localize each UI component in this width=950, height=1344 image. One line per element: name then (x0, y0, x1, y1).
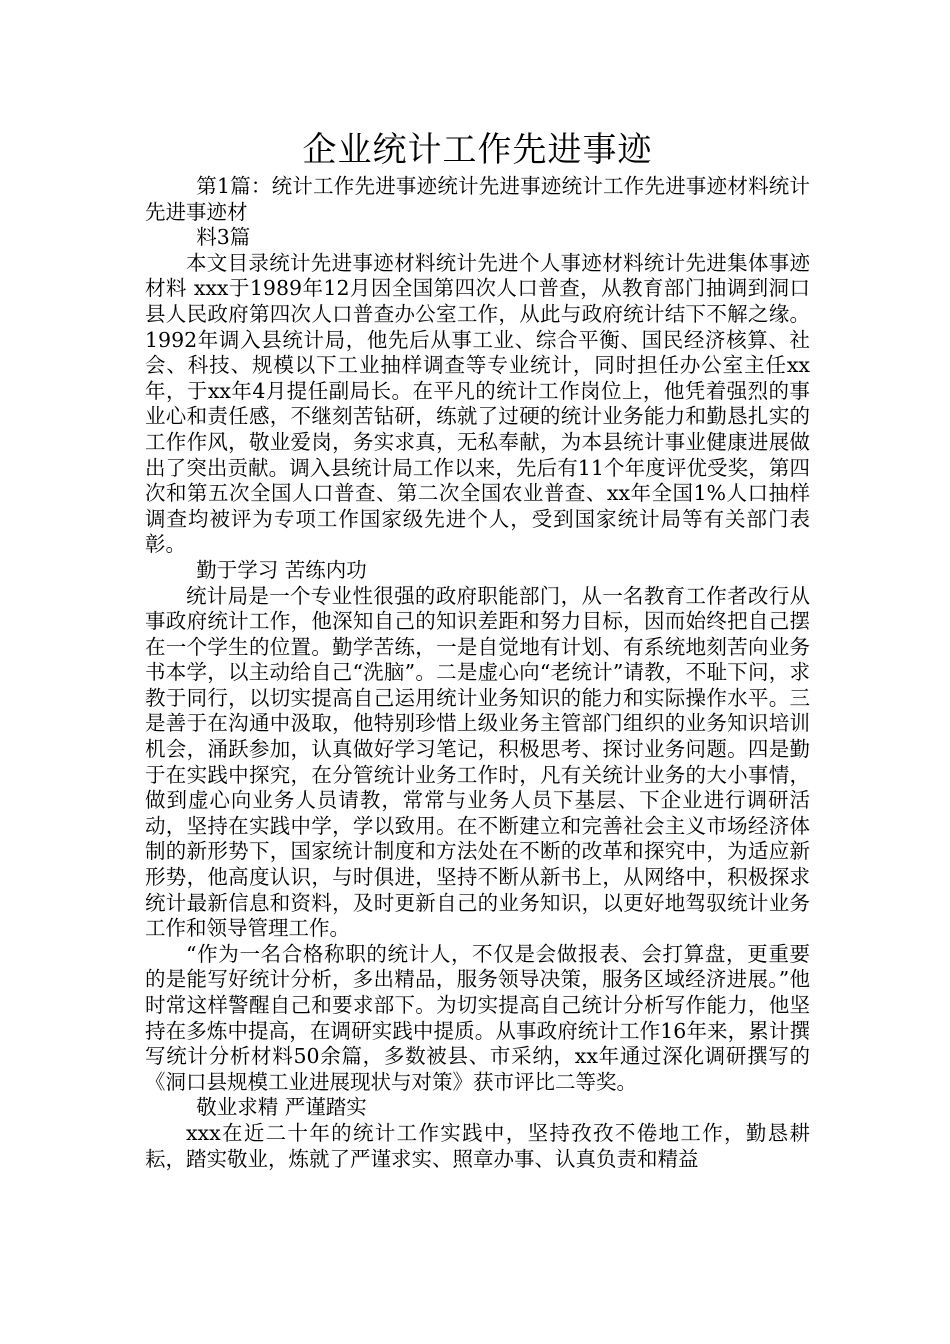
body-paragraph: xxx在近二十年的统计工作实践中，坚持孜孜不倦地工作，勤恳耕耘，踏实敬业，炼就了严谨求实、照章办事、认真负责和精益 (145, 1120, 810, 1171)
document-title: 企业统计工作先进事迹 (302, 130, 653, 170)
section-heading: 勤于学习 苦练内功 (196, 557, 367, 582)
chapter-heading-continued: 料3篇 (196, 225, 251, 250)
body-paragraph: 统计局是一个专业性很强的政府职能部门，从一名教育工作者改行从事政府统计工作，他深知自己的知识差距和努力目标，因而始终把自己摆在一个学生的位置。勤学苦练，一是自觉地有计划、有系统地刻苦向业务书本学，以主动给自己“洗脑”。二是虚心向“老统计”请教，不耻下问，求教于同行，以切实提高自己运用统计业务知识的能力和实际操作水平。三是善于在沟通中汲取，他特别珍惜上级业务主管部门组织的业务知识培训机会，涌跃参加，认真做好学习笔记，积极思考、探讨业务问题。四是勤于在实践中探究，在分管统计业务工作时，凡有关统计业务的大小事情，做到虚心向业务人员请教，常常与业务人员下基层、下企业进行调研活动，坚持在实践中学，学以致用。在不断建立和完善社会主义市场经济体制的新形势下，国家统计制度和方法处在不断的改革和探究中，为适应新形势，他高度认识，与时俱进，坚持不断从新书上，从网络中，积极探求统计最新信息和资料，及时更新自己的业务知识，以更好地驾驭统计业务工作和领导管理工作。 (145, 583, 810, 941)
document-page (145, 128, 810, 1172)
section-heading: 敬业求精 严谨踏实 (196, 1095, 367, 1120)
document-body (145, 174, 810, 1172)
body-paragraph: “作为一名合格称职的统计人，不仅是会做报表、会打算盘，更重要的是能写好统计分析，多出精品，服务领导决策，服务区域经济进展。”他时常这样警醒自己和要求部下。为切实提高自己统计分析写作能力，他坚持在多炼中提高，在调研实践中提质。从事政府统计工作16年来，累计撰写统计分析材料50余篇，多数被县、市采纳，xx年通过深化调研撰写的《洞口县规模工业进展现状与对策》获市评比二等奖。 (145, 941, 810, 1094)
body-paragraph: 本文目录统计先进事迹材料统计先进个人事迹材料统计先进集体事迹材料 xxx于1989年12月因全国第四次人口普查，从教育部门抽调到洞口县人民政府第四次人口普查办公室工作，从此与政府统计结下不解之缘。1992年调入县统计局，他先后从事工业、综合平衡、国民经济核算、社会、科技、规模以下工业抽样调查等专业统计，同时担任办公室主任xx年，于xx年4月提任副局长。在平凡的统计工作岗位上，他凭着强烈的事业心和责任感，不继刻苦钻研，练就了过硬的统计业务能力和勤恳扎实的工作作风，敬业爱岗，务实求真，无私奉献，为本县统计事业健康进展做出了突出贡献。调入县统计局工作以来，先后有11个年度评优受奖，第四次和第五次全国人口普查、第二次全国农业普查、xx年全国1%人口抽样调查均被评为专项工作国家级先进个人，受到国家统计局等有关部门表彰。 (145, 250, 810, 557)
chapter-heading: 第1篇：统计工作先进事迹统计先进事迹统计工作先进事迹材料统计先进事迹材 (145, 174, 810, 224)
